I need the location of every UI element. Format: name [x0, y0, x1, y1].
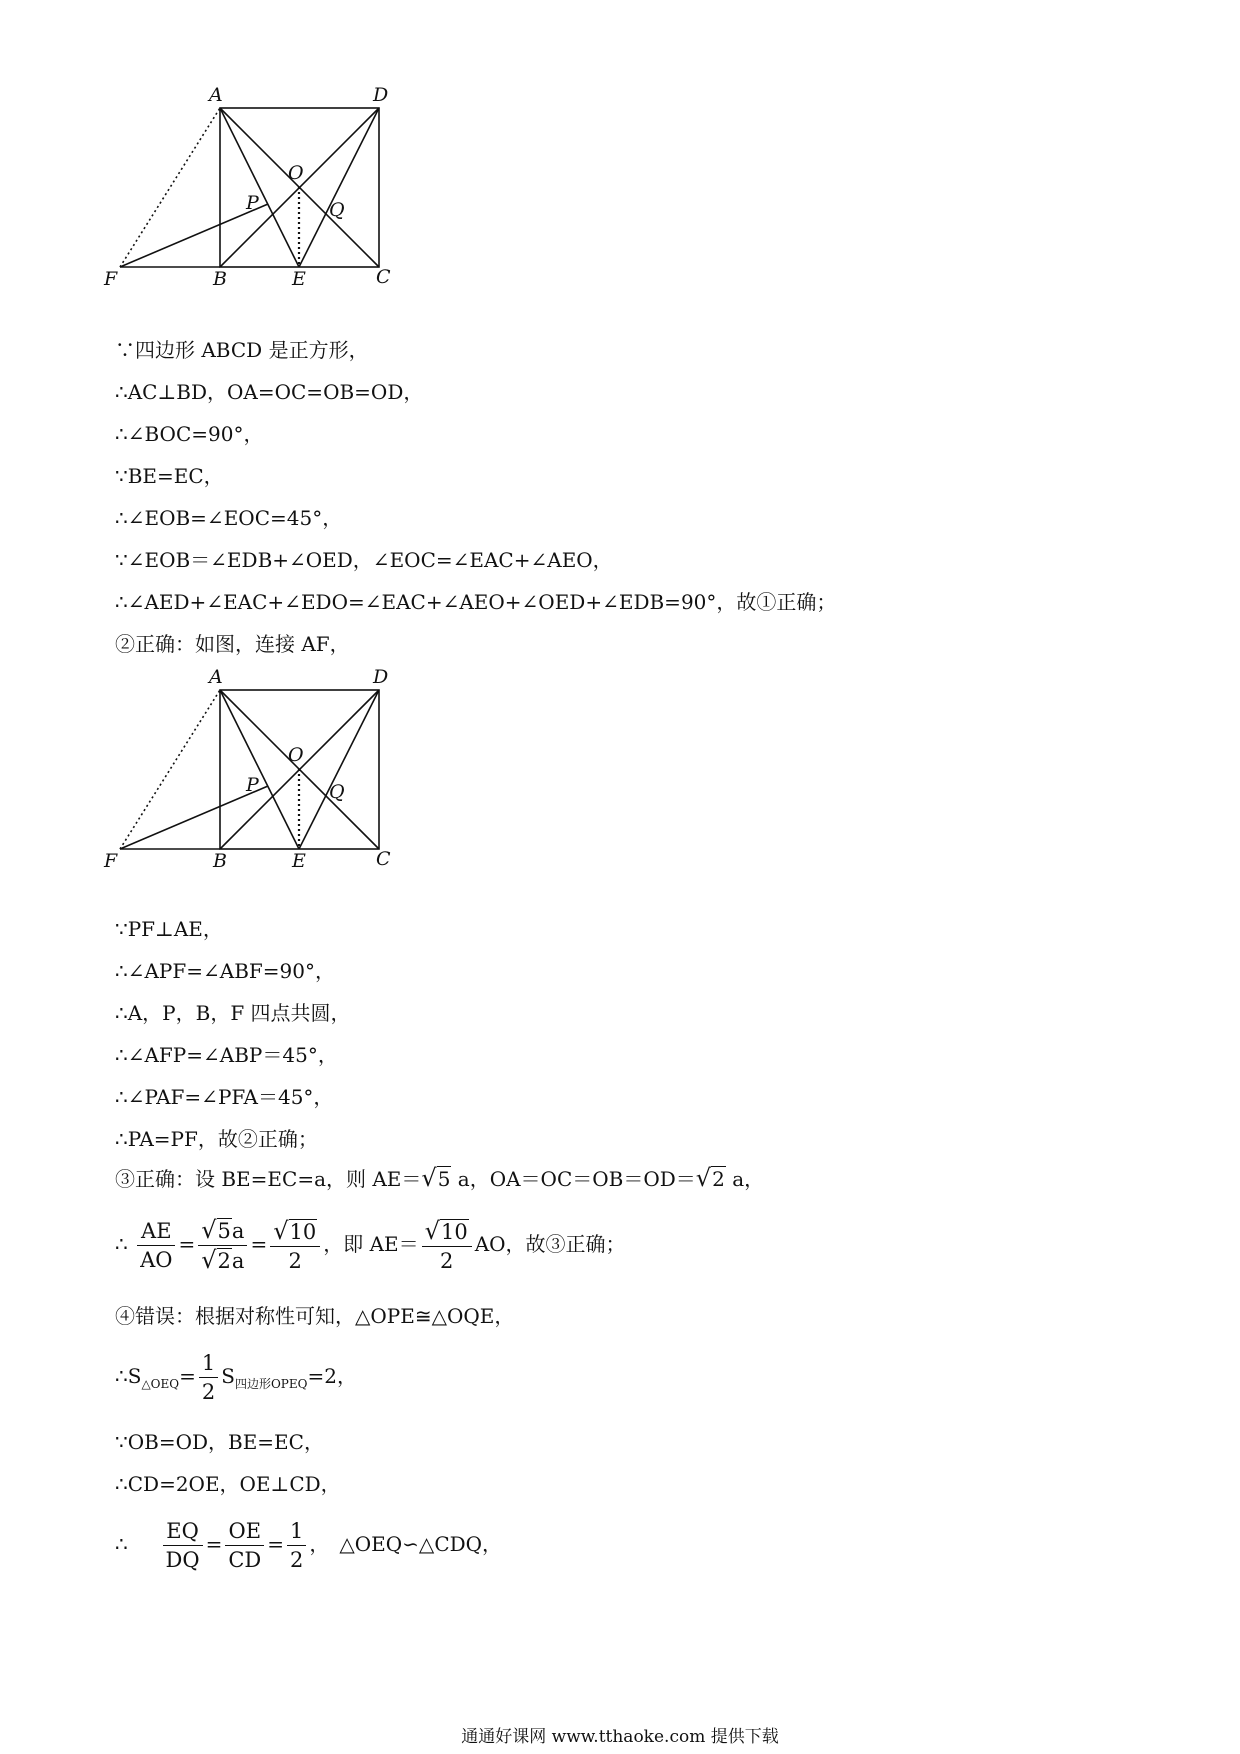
label-P: P	[246, 192, 259, 214]
label-B: B	[213, 268, 227, 290]
geometry-figure-2	[100, 666, 430, 901]
fraction-sqrt10-2-b: $\frac{√10}{2}$	[422, 1217, 472, 1275]
text-line-5: ∴∠EOB=∠EOC=45°，	[115, 506, 343, 530]
label-Q: Q	[329, 199, 345, 221]
text-line-2: ∴AC⊥BD，OA=OC=OB=OD，	[115, 380, 424, 404]
label-C: C	[376, 266, 391, 288]
text-line-19: ∵OB=OD，BE=EC，	[115, 1430, 324, 1454]
text-line-20: ∴CD=2OE，OE⊥CD，	[115, 1472, 341, 1496]
label-B: B	[213, 850, 227, 872]
label-C: C	[376, 848, 391, 870]
text-line-8: ②正确：如图，连接 AF，	[115, 632, 350, 656]
text-line-1: ∵四边形 ABCD 是正方形，	[115, 338, 369, 362]
text-line-16: ∴ $\frac{AE}{AO}$ = $\frac{√5a}{√2a}$ = $\frac{√10}{2}$ ，即 AE＝ $\frac{√10}{2}$ AO，故③正确；	[115, 1216, 626, 1274]
sqrt-5: √5	[421, 1164, 451, 1192]
label-F: F	[104, 850, 118, 872]
text-line-3: ∴∠BOC=90°，	[115, 422, 264, 446]
text-line-9: ∵PF⊥AE，	[115, 917, 223, 941]
fraction-one-half: $\frac{1}{2}$	[287, 1517, 306, 1574]
label-O: O	[288, 744, 304, 766]
text-line-11: ∴A，P，B，F 四点共圆，	[115, 1001, 351, 1025]
fraction-eq-dq: $\frac{EQ}{DQ}$	[163, 1517, 203, 1574]
text-line-6: ∵∠EOB＝∠EDB+∠OED，∠EOC=∠EAC+∠AEO，	[115, 548, 613, 572]
text-line-4: ∵BE=EC，	[115, 464, 224, 488]
label-D: D	[373, 666, 389, 688]
label-Q: Q	[329, 781, 345, 803]
fraction-sqrt10-2: $\frac{√10}{2}$	[270, 1217, 320, 1275]
text-line-10: ∴∠APF=∠ABF=90°，	[115, 959, 335, 983]
fraction-half: $\frac{1}{2}$	[199, 1349, 218, 1406]
label-E: E	[292, 850, 306, 872]
page-footer: 通通好课网 www.tthaoke.com 提供下载	[461, 1727, 779, 1747]
sqrt-2: √2	[695, 1164, 725, 1192]
label-A: A	[209, 85, 223, 106]
label-P: P	[246, 774, 259, 796]
text-line-15: ③正确：设 BE=EC=a，则 AE＝√5 a，OA＝OC＝OB＝OD＝√2 a，	[115, 1164, 765, 1192]
label-A: A	[209, 666, 223, 688]
label-F: F	[104, 268, 118, 290]
label-D: D	[373, 85, 389, 106]
label-O: O	[288, 162, 304, 184]
text-line-21: ∴ $\frac{EQ}{DQ}$ = $\frac{OE}{CD}$ = $\frac{1}{2}$ ， △OEQ∽△CDQ，	[115, 1519, 503, 1572]
fraction-oe-cd: $\frac{OE}{CD}$	[225, 1517, 264, 1574]
text-line-7: ∴∠AED+∠EAC+∠EDO=∠EAC+∠AEO+∠OED+∠EDB=90°，故①正确；	[115, 590, 837, 614]
geometry-figure-1	[100, 85, 430, 320]
text-line-13: ∴∠PAF=∠PFA＝45°，	[115, 1085, 334, 1109]
fraction-sqrt5a-sqrt2a: $\frac{√5a}{√2a}$	[198, 1216, 247, 1275]
label-E: E	[292, 268, 306, 290]
text-line-18: $\therefore S_{\triangle OEQ}=$ $\frac{1}{2}$ $S_{四边形OPEQ}=2$，	[115, 1351, 357, 1404]
text-line-14: ∴PA=PF，故②正确；	[115, 1127, 318, 1151]
fraction-ae-ao: $\frac{AE}{AO}$	[137, 1217, 175, 1274]
text-line-17: ④错误：根据对称性可知，△OPE≅△OQE，	[115, 1304, 515, 1328]
text-line-12: ∴∠AFP=∠ABP＝45°，	[115, 1043, 338, 1067]
